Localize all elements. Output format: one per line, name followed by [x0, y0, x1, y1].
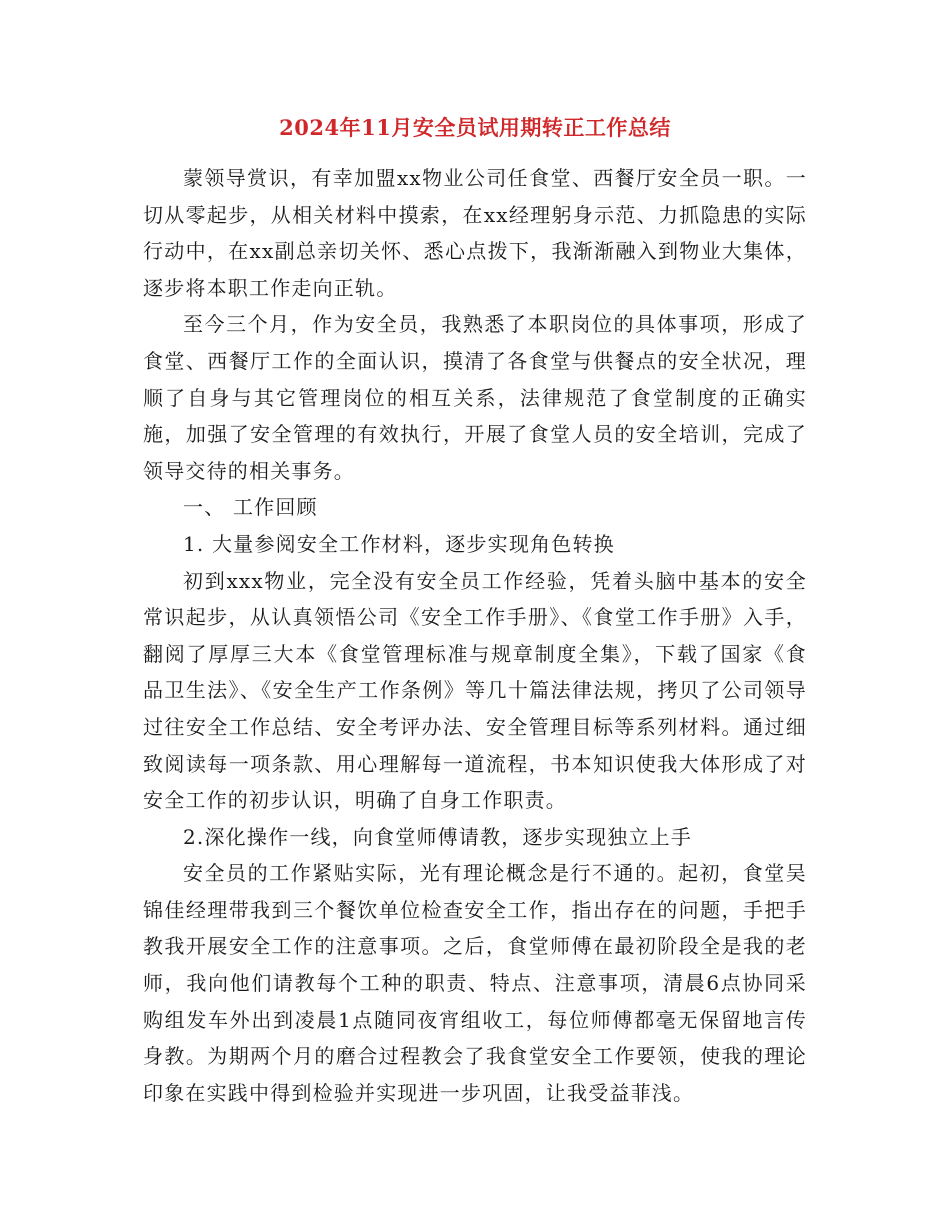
paragraph-subsection-1: 初到xxx物业，完全没有安全员工作经验，凭着头脑中基本的安全常识起步，从认真领悟公司《安全工作手册》、《食堂工作手册》入手，翻阅了厚厚三大本《食堂管理标准与规章制度全集》，下载了国家《食品卫生法》、《安全生产工作条例》等几十篇法律法规，拷贝了公司领导过往安全工作总结、安全考评办法、安全管理目标等系列材料。通过细致阅读每一项条款、用心理解每一道流程，书本知识使我大体形成了对安全工作的初步认识，明确了自身工作职责。 — [143, 568, 807, 813]
paragraph-intro: 蒙领导赏识，有幸加盟xx物业公司任食堂、西餐厅安全员一职。一切从零起步，从相关材料中摸索，在xx经理躬身示范、力抓隐患的实际行动中，在xx副总亲切关怀、悉心点拨下，我渐渐融入到物业大集体，逐步将本职工作走向正轨。 — [143, 166, 807, 300]
subheading-2: 2.深化操作一线，向食堂师傅请教，逐步实现独立上手 — [183, 824, 693, 849]
section-heading-work-review: 一、 工作回顾 — [183, 495, 318, 520]
document-title: 2024年11月安全员试用期转正工作总结 — [279, 115, 671, 140]
document-body — [143, 160, 807, 1111]
paragraph-summary: 至今三个月，作为安全员，我熟悉了本职岗位的具体事项，形成了食堂、西餐厅工作的全面认识，摸清了各食堂与供餐点的安全状况，理顺了自身与其它管理岗位的相互关系，法律规范了食堂制度的正确实施，加强了安全管理的有效执行，开展了食堂人员的安全培训，完成了领导交待的相关事务。 — [143, 312, 807, 483]
paragraph-subsection-2: 安全员的工作紧贴实际，光有理论概念是行不通的。起初，食堂吴锦佳经理带我到三个餐饮单位检查安全工作，指出存在的问题，手把手教我开展安全工作的注意事项。之后，食堂师傅在最初阶段全是我的老师，我向他们请教每个工种的职责、特点、注意事项，清晨6点协同采购组发车外出到凌晨1点随同夜宵组收工，每位师傅都毫无保留地言传身教。为期两个月的磨合过程教会了我食堂安全工作要领，使我的理论印象在实践中得到检验并实现进一步巩固，让我受益菲浅。 — [143, 861, 807, 1105]
subheading-1: 1. 大量参阅安全工作材料，逐步实现角色转换 — [183, 531, 615, 556]
